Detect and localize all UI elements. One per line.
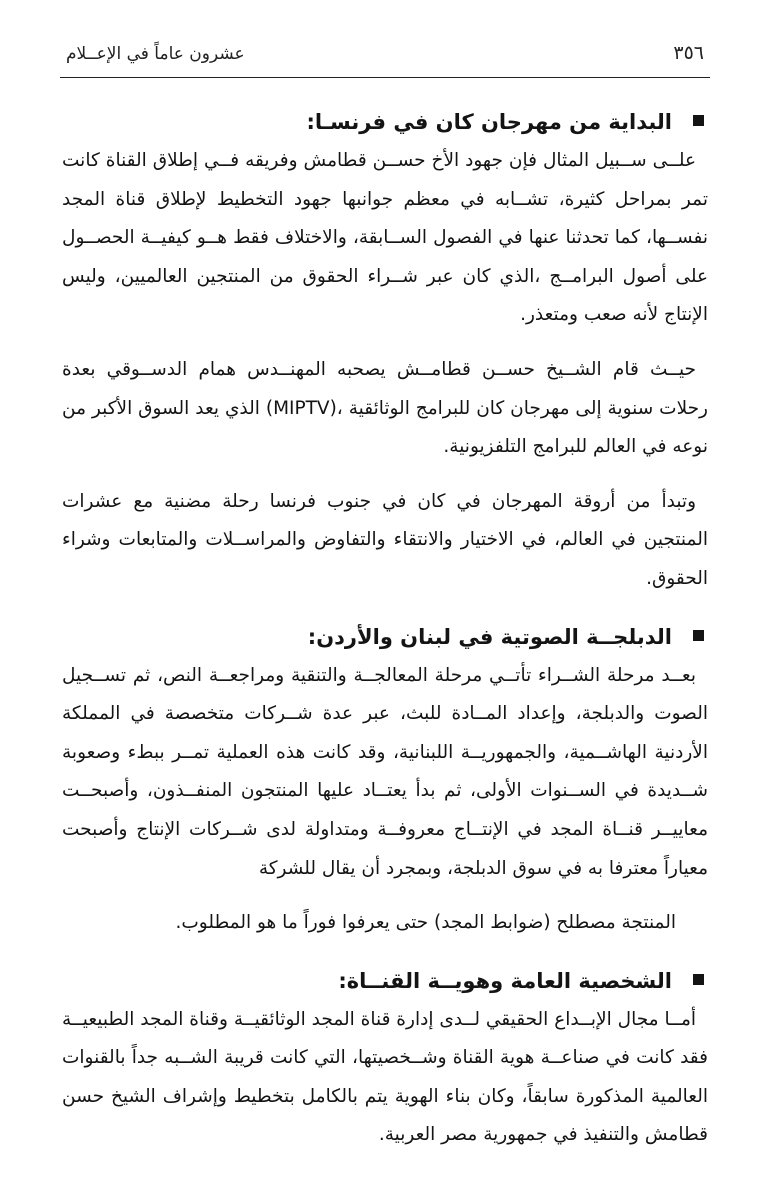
paragraph: أمــا مجال الإبــداع الحقيقي لــدى إدارة قناة المجد الوثائقيــة وقناة المجد الطبيعيــة فقد كانت في صناعــة هوية القناة وشــخصيتها، التي كانت قريبة الشــبه جداً بالقنوات العالمية المذكورة سابقاً، وكان بناء الهوية يتم بالكامل بتخطيط وإشراف الشيخ حسن قطامش والتنفيذ في جمهورية مصر العربية.	[61, 1008, 708, 1146]
section-heading-identity	[62, 963, 708, 999]
square-bullet-icon	[693, 630, 704, 641]
section-heading-cannes	[62, 104, 708, 140]
section-heading-text: الدبلجــة الصوتية في لبنان والأردن:	[307, 624, 672, 649]
section-heading-text: الشخصية العامة وهويــة القنــاة:	[338, 968, 672, 993]
paragraph: المنتجة مصطلح (ضوابط المجد) حتى يعرفوا فوراً ما هو المطلوب.	[175, 912, 676, 934]
paragraph: حيــث قام الشــيخ حســن قطامــش يصحبه المهنــدس همام الدســوقي بعدة رحلات سنوية إلى مهرجان كان للبرامج الوثائقية ،(MIPTV) الذي يعد السوق الأكبر من نوعه في العالم للبرامج التلفزيونية.	[62, 358, 708, 458]
paragraph: بعــد مرحلة الشــراء تأتــي مرحلة المعالجــة والتنقية ومراجعــة النص، ثم تســجيل الصوت والدبلجة، وإعداد المــادة للبث، عبر عدة شــركات متخصصة في المملكة الأردنية الهاشــمية، والجمهوريــة اللبنانية، وقد كانت هذه العملية تمــر ببطء وصعوبة شــديدة في الســنوات الأولى، ثم بدأ يعتــاد عليها المنتجون المنفــذون، وأصبحــت معاييــر قنــاة المجد في الإنتــاج معروفــة ومتداولة لدى شــركات الإنتاج وأصبحت معياراً معترفا به في سوق الدبلجة، وبمجرد أن يقال للشركة	[62, 664, 708, 879]
square-bullet-icon	[693, 115, 704, 126]
book-title: عشرون عاماً في الإعــلام	[66, 44, 245, 64]
paragraph: علــى ســبيل المثال فإن جهود الأخ حســن قطامش وفريقه فــي إطلاق القناة كانت تمر بمراحل كثيرة، تشــابه في معظم جوانبها جهود التخطيط لإطلاق قناة المجد نفســها، كما تحدثنا عنها في الفصول الســابقة، والاختلاف فقط هــو كيفيــة الحصــول على أصول البرامــج ،الذي كان عبر شــراء الحقوق من المنتجين العالميين، وليس الإنتاج لأنه صعب ومتعذر.	[62, 150, 708, 326]
page-content	[62, 104, 708, 1155]
section-heading-text: البداية من مهرجان كان في فرنسـا:	[306, 110, 672, 134]
section-heading-dubbing	[62, 619, 708, 655]
page-number: ٣٥٦	[673, 42, 704, 64]
running-header	[60, 38, 710, 78]
paragraph: وتبدأ من أروقة المهرجان في كان في جنوب فرنسا رحلة مضنية مع عشرات المنتجين في العالم، في الاختيار والانتقاء والتفاوض والمراســلات والمتابعات وشراء الحقوق.	[62, 490, 708, 589]
square-bullet-icon	[693, 974, 704, 985]
